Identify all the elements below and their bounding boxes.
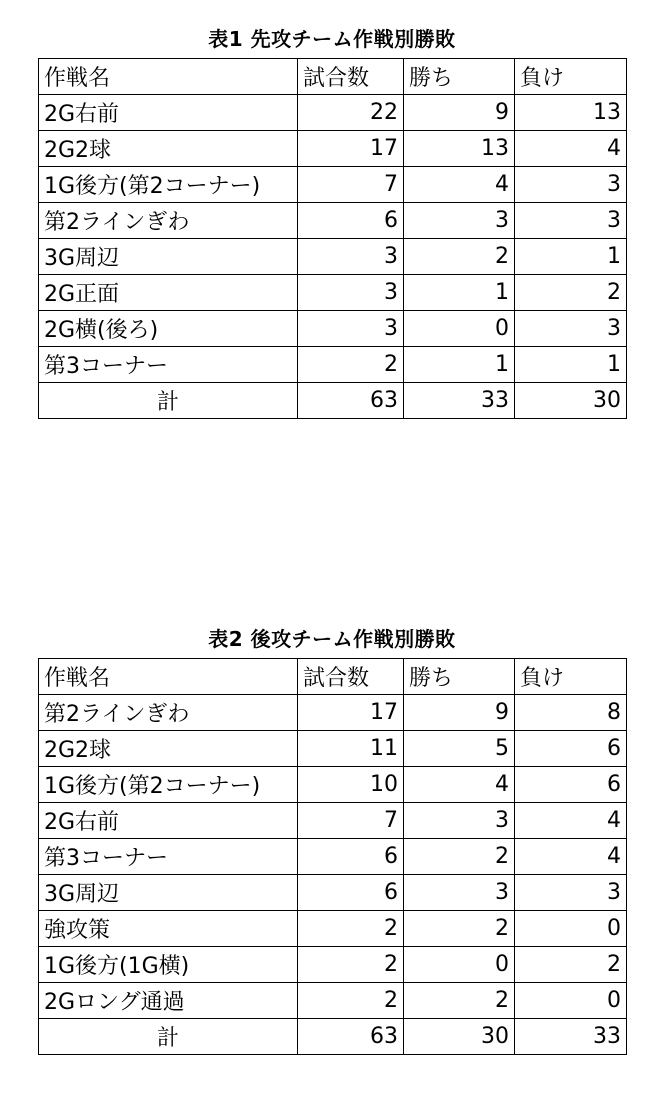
table1-body xyxy=(39,95,627,419)
table2-title: 表2 後攻チーム作戦別勝敗 xyxy=(208,627,456,651)
value-cell: 2 xyxy=(404,239,515,275)
value-cell: 4 xyxy=(515,131,627,167)
strategy-name-cell: 第3コーナー xyxy=(39,347,298,383)
strategy-name-cell: 第2ラインぎわ xyxy=(39,695,298,731)
table-row xyxy=(39,239,627,275)
value-cell: 1 xyxy=(404,275,515,311)
value-cell: 22 xyxy=(298,95,404,131)
value-cell: 2 xyxy=(515,275,627,311)
value-cell: 6 xyxy=(298,203,404,239)
total-value-cell: 63 xyxy=(298,383,404,419)
table2-header xyxy=(39,659,627,695)
total-value-cell: 63 xyxy=(298,1019,404,1055)
value-cell: 6 xyxy=(298,875,404,911)
table-row xyxy=(39,731,627,767)
table-row xyxy=(39,203,627,239)
strategy-name-cell: 強攻策 xyxy=(39,911,298,947)
table-row xyxy=(39,911,627,947)
strategy-name-cell: 2G右前 xyxy=(39,95,298,131)
value-cell: 1 xyxy=(515,347,627,383)
value-cell: 13 xyxy=(404,131,515,167)
table-row xyxy=(39,95,627,131)
value-cell: 2 xyxy=(298,347,404,383)
value-cell: 3 xyxy=(404,875,515,911)
value-cell: 2 xyxy=(404,911,515,947)
strategy-name-cell: 2G2球 xyxy=(39,731,298,767)
strategy-name-cell: 1G後方(第2コーナー) xyxy=(39,167,298,203)
value-cell: 10 xyxy=(298,767,404,803)
value-cell: 2 xyxy=(404,839,515,875)
strategy-name-cell: 2G右前 xyxy=(39,803,298,839)
header-row xyxy=(39,59,627,95)
value-cell: 4 xyxy=(404,767,515,803)
total-label-cell: 計 xyxy=(39,383,298,419)
strategy-name-cell: 2G正面 xyxy=(39,275,298,311)
value-cell: 4 xyxy=(404,167,515,203)
value-cell: 7 xyxy=(298,803,404,839)
value-cell: 3 xyxy=(298,311,404,347)
table-row xyxy=(39,167,627,203)
value-cell: 3 xyxy=(515,167,627,203)
column-header: 試合数 xyxy=(298,659,404,695)
value-cell: 13 xyxy=(515,95,627,131)
column-header: 勝ち xyxy=(404,659,515,695)
table-row xyxy=(39,875,627,911)
value-cell: 2 xyxy=(298,983,404,1019)
column-header: 作戦名 xyxy=(39,59,298,95)
value-cell: 9 xyxy=(404,95,515,131)
value-cell: 17 xyxy=(298,695,404,731)
value-cell: 5 xyxy=(404,731,515,767)
total-label-cell: 計 xyxy=(39,1019,298,1055)
table1-title: 表1 先攻チーム作戦別勝敗 xyxy=(208,27,456,51)
strategy-name-cell: 3G周辺 xyxy=(39,239,298,275)
table-row xyxy=(39,311,627,347)
strategy-name-cell: 3G周辺 xyxy=(39,875,298,911)
total-value-cell: 33 xyxy=(515,1019,627,1055)
table-row xyxy=(39,983,627,1019)
value-cell: 3 xyxy=(515,875,627,911)
total-row xyxy=(39,1019,627,1055)
value-cell: 7 xyxy=(298,167,404,203)
total-value-cell: 33 xyxy=(404,383,515,419)
strategy-name-cell: 2G横(後ろ) xyxy=(39,311,298,347)
value-cell: 2 xyxy=(298,947,404,983)
total-value-cell: 30 xyxy=(404,1019,515,1055)
table1 xyxy=(38,58,627,419)
total-row xyxy=(39,383,627,419)
value-cell: 11 xyxy=(298,731,404,767)
value-cell: 9 xyxy=(404,695,515,731)
value-cell: 3 xyxy=(404,803,515,839)
table-row xyxy=(39,275,627,311)
table2-body xyxy=(39,695,627,1055)
value-cell: 8 xyxy=(515,695,627,731)
column-header: 負け xyxy=(515,659,627,695)
table-row xyxy=(39,839,627,875)
table1-block xyxy=(38,20,626,419)
table-row xyxy=(39,947,627,983)
value-cell: 2 xyxy=(515,947,627,983)
strategy-name-cell: 第2ラインぎわ xyxy=(39,203,298,239)
value-cell: 3 xyxy=(298,239,404,275)
strategy-name-cell: 2Gロング通過 xyxy=(39,983,298,1019)
value-cell: 3 xyxy=(404,203,515,239)
strategy-name-cell: 2G2球 xyxy=(39,131,298,167)
value-cell: 3 xyxy=(515,311,627,347)
table-row xyxy=(39,347,627,383)
value-cell: 17 xyxy=(298,131,404,167)
value-cell: 0 xyxy=(515,911,627,947)
strategy-name-cell: 1G後方(1G横) xyxy=(39,947,298,983)
value-cell: 0 xyxy=(404,311,515,347)
value-cell: 1 xyxy=(515,239,627,275)
value-cell: 0 xyxy=(515,983,627,1019)
value-cell: 3 xyxy=(515,203,627,239)
header-row xyxy=(39,659,627,695)
column-header: 勝ち xyxy=(404,59,515,95)
value-cell: 3 xyxy=(298,275,404,311)
value-cell: 6 xyxy=(298,839,404,875)
value-cell: 2 xyxy=(404,983,515,1019)
value-cell: 0 xyxy=(404,947,515,983)
strategy-name-cell: 第3コーナー xyxy=(39,839,298,875)
column-header: 作戦名 xyxy=(39,659,298,695)
total-value-cell: 30 xyxy=(515,383,627,419)
value-cell: 6 xyxy=(515,731,627,767)
table2-block xyxy=(38,620,626,1055)
value-cell: 1 xyxy=(404,347,515,383)
column-header: 負け xyxy=(515,59,627,95)
strategy-name-cell: 1G後方(第2コーナー) xyxy=(39,767,298,803)
value-cell: 2 xyxy=(298,911,404,947)
table-row xyxy=(39,803,627,839)
column-header: 試合数 xyxy=(298,59,404,95)
table-row xyxy=(39,695,627,731)
value-cell: 4 xyxy=(515,803,627,839)
table2 xyxy=(38,658,627,1055)
value-cell: 4 xyxy=(515,839,627,875)
value-cell: 6 xyxy=(515,767,627,803)
table1-header xyxy=(39,59,627,95)
table-row xyxy=(39,131,627,167)
table-row xyxy=(39,767,627,803)
